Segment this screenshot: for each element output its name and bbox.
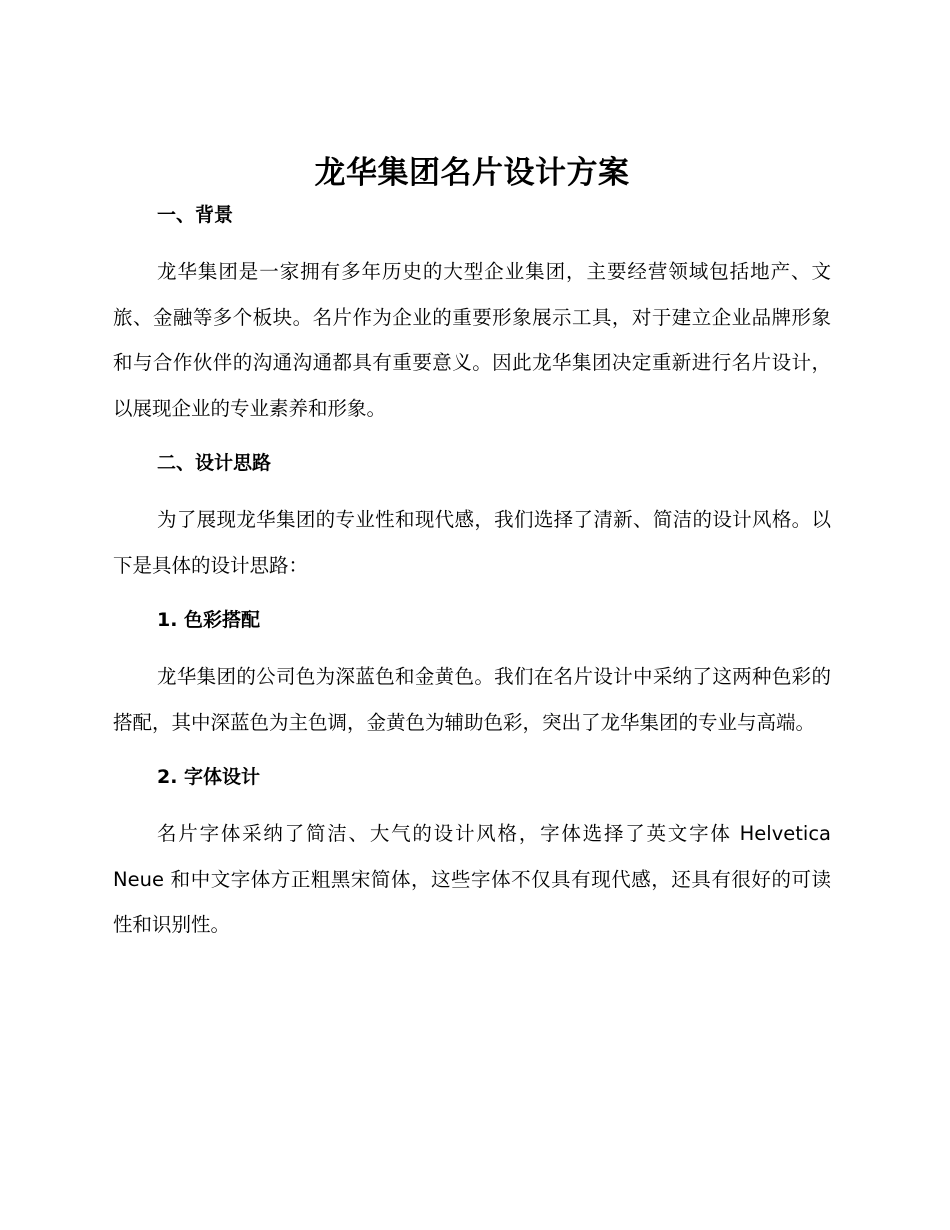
section-heading-background: 一、背景 — [157, 204, 234, 226]
document-body — [113, 150, 831, 948]
paragraph-font: 名片字体采纳了简洁、大气的设计风格，字体选择了英文字体 Helvetica Neue 和中文字体方正粗黑宋简体，这些字体不仅具有现代感，还具有很好的可读性和识别性。 — [113, 822, 831, 936]
section-heading-design-approach: 二、设计思路 — [157, 452, 272, 474]
document-title: 龙华集团名片设计方案 — [314, 155, 630, 191]
subsection-heading-font: 2. 字体设计 — [157, 766, 261, 788]
paragraph-design-approach: 为了展现龙华集团的专业性和现代感，我们选择了清新、简洁的设计风格。以下是具体的设计思路： — [113, 508, 831, 577]
paragraph-color: 龙华集团的公司色为深蓝色和金黄色。我们在名片设计中采纳了这两种色彩的搭配，其中深蓝色为主色调，金黄色为辅助色彩，突出了龙华集团的专业与高端。 — [113, 665, 831, 734]
paragraph-background: 龙华集团是一家拥有多年历史的大型企业集团，主要经营领域包括地产、文旅、金融等多个板块。名片作为企业的重要形象展示工具，对于建立企业品牌形象和与合作伙伴的沟通沟通都具有重要意义。因此龙华集团决定重新进行名片设计，以展现企业的专业素养和形象。 — [113, 260, 831, 420]
subsection-heading-color: 1. 色彩搭配 — [157, 609, 261, 631]
